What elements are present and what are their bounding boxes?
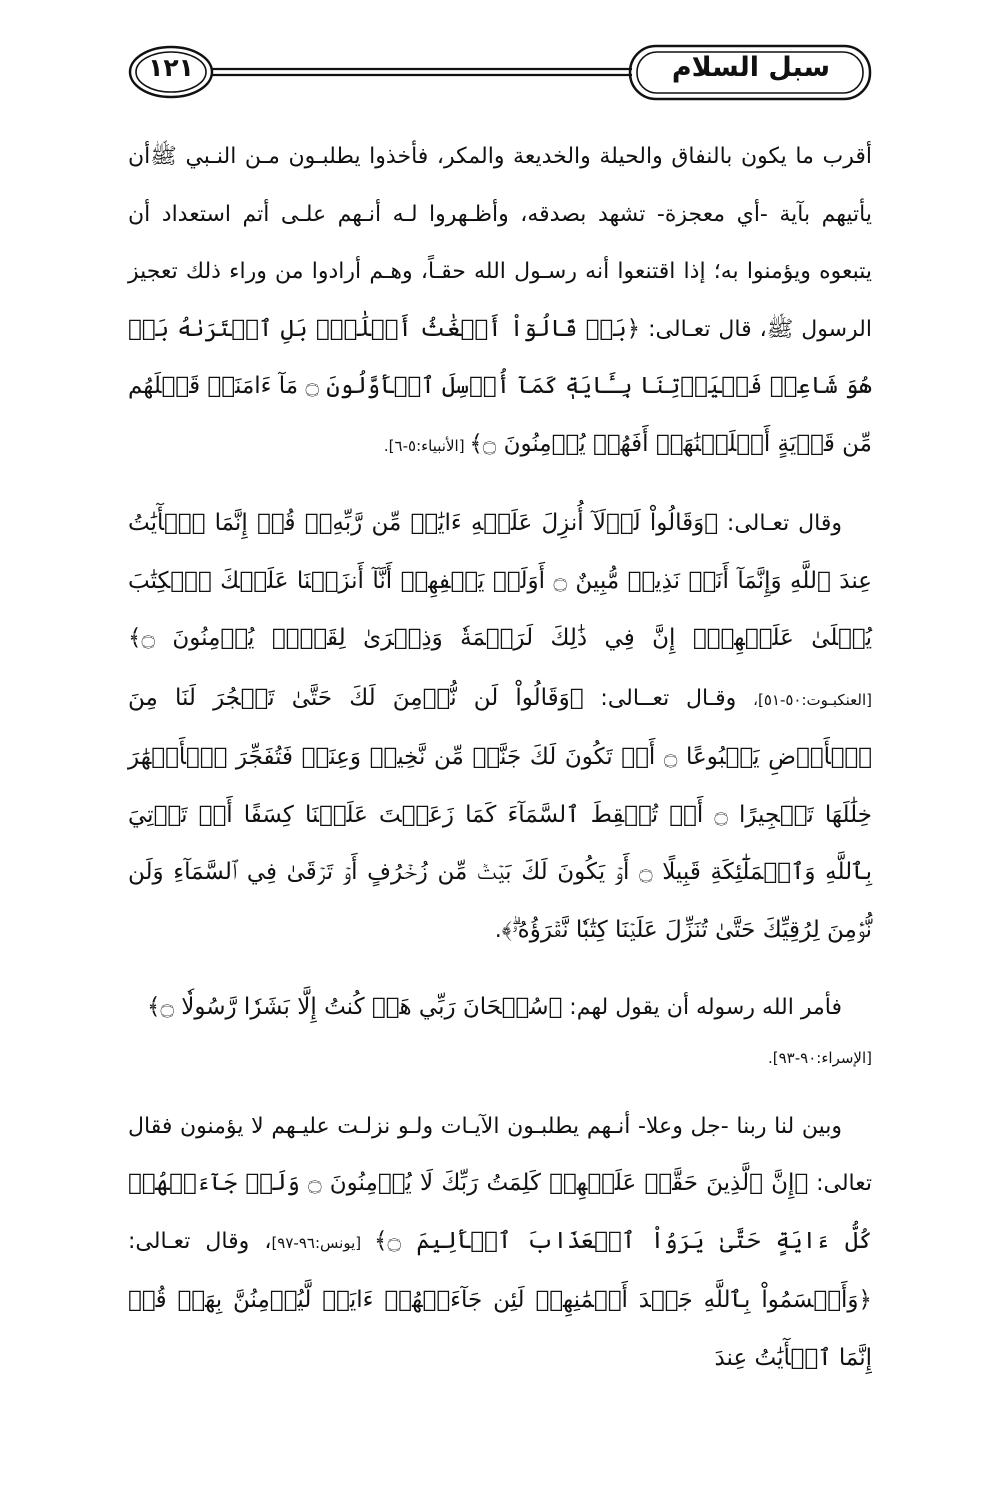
paragraph-5 xyxy=(128,1098,872,1388)
quran-verse-yunus: ﴿إِنَّ ٱلَّذِينَ حَقَّتۡ عَلَيۡهِمۡ كَلِمَتُ رَبِّكَ لَا يُؤۡمِنُونَ ۝ وَلَوۡ جَآءَتۡهُمۡ كُلُّ ءَايَةٍ حَتَّىٰ يَرَوُاْ ٱلۡعَذَابَ ٱلۡأَلِيمَ ۝﴾ xyxy=(128,1170,872,1254)
paragraph-4 xyxy=(128,1037,872,1078)
quran-verse-anbiya: ﴿بَلۡ قَالُوٓاْ أَضۡغَٰثُ أَحۡلَٰمِۭ بَلِ ٱفۡتَرَىٰهُ بَلۡ هُوَ شَاعِرٞ فَلۡيَأۡتِنَا بِـَٔايَةٖ كَمَآ أُرۡسِلَ ٱلۡأَوَّلُونَ ۝ مَآ ءَامَنَتۡ قَبۡلَهُم مِّن قَرۡيَةٍ أَهۡلَكۡنَٰهَآۖ أَفَهُمۡ يُؤۡمِنُونَ ۝﴾ xyxy=(127,315,872,457)
paragraph-2 xyxy=(128,495,872,959)
quran-verse-ankabut: ﴿وَقَالُواْ لَوۡلَآ أُنزِلَ عَلَيۡهِ ءَايَٰتٞ مِّن رَّبِّهِۦۖ قُلۡ إِنَّمَا ٱلۡأٓيَٰتُ عِندَ ٱللَّهِ وَإِنَّمَآ أَنَا۠ نَذِيرٞ مُّبِينٌ ۝ أَوَلَمۡ يَكۡفِهِمۡ أَنَّآ أَنزَلۡنَا عَلَيۡكَ ٱلۡكِتَٰبَ يُتۡلَىٰ عَلَيۡهِمۡۚ إِنَّ فِي ذَٰلِكَ لَرَحۡمَةٗ وَذِكۡرَىٰ لِقَوۡمٖ يُؤۡمِنُونَ ۝﴾ xyxy=(128,510,872,651)
body-text: وقـال تعــالى: xyxy=(583,685,754,711)
paragraph-1 xyxy=(128,128,872,475)
reference-isra: [الإسراء:٩٠-٩٣]. xyxy=(768,1048,872,1067)
body-text: وبين لنا ربنا -جل وعلا- أنـهم يطلبـون الآيـات ولـو نزلـت عليـهم لا يؤمنون فقال تعالى: xyxy=(128,1113,872,1196)
reference-anbiya: [الأنبياء:٥-٦]. xyxy=(383,436,470,455)
body-text: فأمر الله رسوله أن يقول لهم: xyxy=(562,995,842,1020)
page-header xyxy=(126,42,874,104)
reference-yunus: [يونس:٩٦-٩٧] xyxy=(271,1233,374,1252)
quran-verse-isra: ﴿وَقَالُواْ لَن نُّؤۡمِنَ لَكَ حَتَّىٰ تَفۡجُرَ لَنَا مِنَ ٱلۡأَرۡضِ يَنۢبُوعًا ۝ أَوۡ تَكُونَ لَكَ جَنَّةٞ مِّن نَّخِيلٖ وَعِنَبٖ فَتُفَجِّرَ ٱلۡأَنۡهَٰرَ خِلَٰلَهَا تَفۡجِيرًا ۝ أَوۡ تُسۡقِطَ ٱلسَّمَآءَ كَمَا زَعَمۡتَ عَلَيۡنَا كِسَفًا أَوۡ تَأۡتِيَ بِٱللَّهِ وَٱلۡمَلَٰٓئِكَةِ قَبِيلًا ۝ أَوۡ يَكُونَ لَكَ بَيۡتٞ مِّن زُخۡرُفٍ أَوۡ تَرۡقَىٰ فِي ٱلسَّمَآءِ وَلَن نُّؤۡمِنَ لِرُقِيِّكَ حَتَّىٰ تُنَزِّلَ عَلَيۡنَا كِتَٰبٗا نَّقۡرَؤُهُۥۗ﴾ xyxy=(128,684,873,943)
body-text: ، وقال تعـالى: xyxy=(128,1228,272,1254)
running-title: سبل السلام xyxy=(671,52,831,83)
page-body xyxy=(128,128,872,1387)
paragraph-3 xyxy=(128,979,872,1037)
body-text: . xyxy=(494,917,502,943)
body-text: أقرب ما يكون بالنفاق والحيلة والخديعة والمكر، فأخذوا يطلبـون مـن النـبي ﷺأن يأتيهم بآية -أي معجزة- تشهد بصدقه، وأظـهروا لـه أنـهم علـى أتم استعداد أن يتبعوه ويؤمنوا به؛ إذا اقتنعوا أنه رسـول الله حقـاً، وهـم أرادوا من وراء ذلك تعجيز الرسول ﷺ، قال تعـالى: xyxy=(128,144,872,342)
quran-verse-anam: ﴿وَأَقۡسَمُواْ بِٱللَّهِ جَهۡدَ أَيۡمَٰنِهِمۡ لَئِن جَآءَتۡهُمۡ ءَايَةٞ لَّيُؤۡمِنُنَّ بِهَاۚ قُلۡ إِنَّمَا ٱلۡأٓيَٰتُ عِندَ xyxy=(128,1287,872,1371)
reference-ankabut: [العنكبـوت:٥٠-٥١]، xyxy=(753,690,872,709)
page-number: ١٢١ xyxy=(148,53,194,82)
quran-verse-subhana-rabbi: ﴿سُبۡحَانَ رَبِّي هَلۡ كُنتُ إِلَّا بَشَرٗا رَّسُولٗا ۝﴾ xyxy=(146,994,563,1020)
body-text: وقال تعـالى: xyxy=(718,511,842,536)
